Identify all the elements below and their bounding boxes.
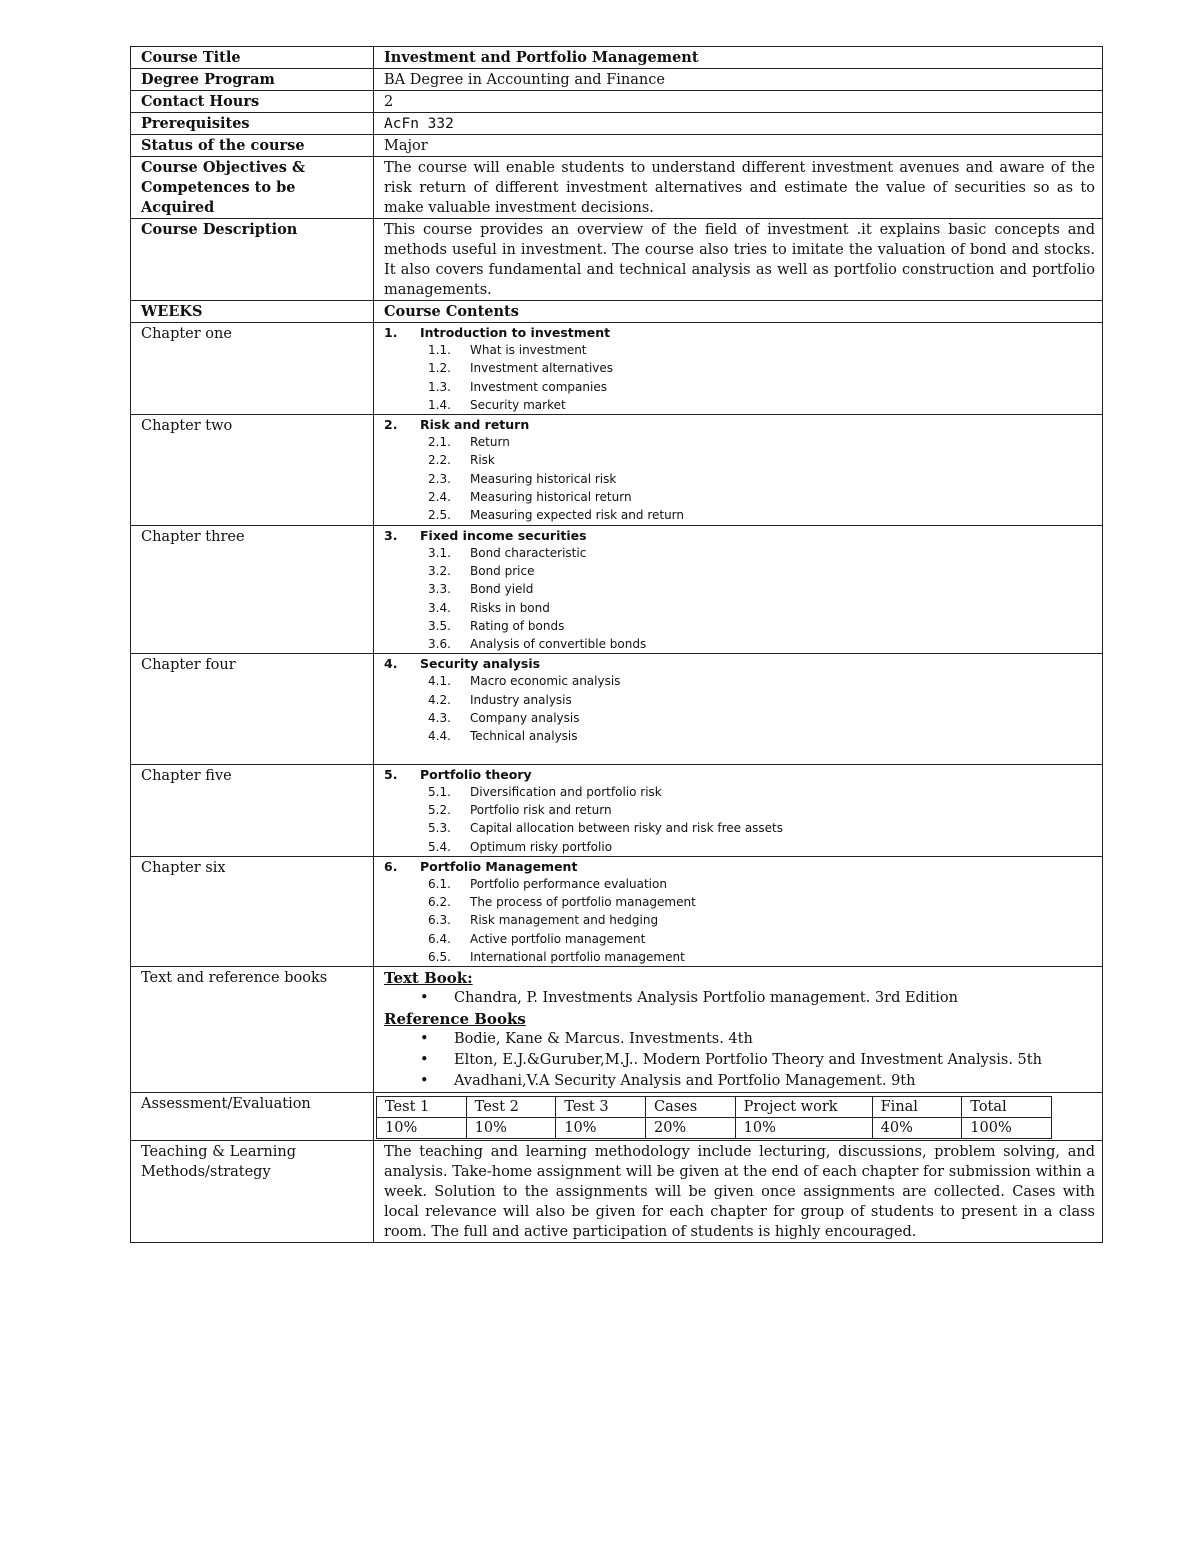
prerequisites-value: AcFn 332 xyxy=(374,113,1103,135)
row-teaching xyxy=(131,1141,1103,1243)
chapter-heading xyxy=(384,766,1095,783)
list-item xyxy=(384,893,1095,911)
item-text: What is investment xyxy=(470,343,587,357)
chapter-heading xyxy=(384,416,1095,433)
chapter-contents xyxy=(374,323,1103,415)
item-number: 4.3. xyxy=(428,711,451,726)
list-item xyxy=(384,783,1095,801)
bullet-icon: • xyxy=(420,990,429,1007)
list-item xyxy=(384,617,1095,635)
assessment-value-row xyxy=(377,1118,1052,1139)
course-outline-table xyxy=(130,46,1103,1243)
item-text: Bond yield xyxy=(470,582,534,597)
list-item xyxy=(384,562,1095,580)
item-text: Capital allocation between risky and risk free assets xyxy=(470,821,784,836)
row-objectives xyxy=(131,157,1103,219)
list-item xyxy=(384,801,1095,819)
item-number: 2.1. xyxy=(428,435,451,450)
item-text: Rating of bonds xyxy=(470,618,565,633)
item-text: Diversification and portfolio risk xyxy=(470,784,662,799)
list-item xyxy=(384,911,1095,929)
assessment-header-cell: Project work xyxy=(735,1097,872,1118)
chapter-week-label: Chapter six xyxy=(131,856,374,966)
item-number: 6.2. xyxy=(428,895,451,910)
contact-hours-label: Contact Hours xyxy=(131,91,374,113)
list-item xyxy=(384,488,1095,506)
chapter-contents xyxy=(374,764,1103,856)
text-book-heading: Text Book: xyxy=(384,969,473,988)
item-number: 3.2. xyxy=(428,563,451,578)
assessment-header-cell: Final xyxy=(872,1097,962,1118)
item-number: 5.4. xyxy=(428,839,451,854)
degree-program-label: Degree Program xyxy=(131,69,374,91)
books-label: Text and reference books xyxy=(131,967,374,1093)
item-number: 2.5. xyxy=(428,508,451,523)
chapter-title: Fixed income securities xyxy=(420,527,587,543)
item-number: 6.3. xyxy=(428,913,451,928)
contact-hours-value: 2 xyxy=(374,91,1103,113)
chapter-heading xyxy=(384,655,1095,672)
assessment-value-cell: 10% xyxy=(735,1118,872,1139)
bullet-icon: • xyxy=(420,1073,429,1090)
row-course-title xyxy=(131,47,1103,69)
chapter-title: Security analysis xyxy=(420,656,541,672)
books-contents xyxy=(374,967,1103,1093)
item-text: Risk management and hedging xyxy=(470,913,659,928)
item-number: 2.4. xyxy=(428,490,451,505)
row-contact-hours xyxy=(131,91,1103,113)
item-number: 5.2. xyxy=(428,802,451,817)
row-description xyxy=(131,219,1103,301)
list-item xyxy=(384,433,1095,451)
book-entry: Chandra, P. Investments Analysis Portfolio management. 3rd Edition xyxy=(454,990,959,1007)
item-text: The process of portfolio management xyxy=(470,895,696,910)
row-prerequisites xyxy=(131,113,1103,135)
item-text: Analysis of convertible bonds xyxy=(470,637,647,652)
item-text: Risks in bond xyxy=(470,600,550,615)
assessment-header-cell: Test 2 xyxy=(466,1097,556,1118)
assessment-header-row xyxy=(377,1097,1052,1118)
course-title-label: Course Title xyxy=(131,47,374,69)
list-item xyxy=(384,709,1095,727)
assessment-value-cell: 40% xyxy=(872,1118,962,1139)
description-value: This course provides an overview of the field of investment .it explains basic concepts and methods useful in investment. The course also tries to imitate the valuation of bond and stocks. It also covers fundamental and technical analysis as well as portfolio construction and portfolio managements. xyxy=(374,219,1103,301)
description-label: Course Description xyxy=(131,219,374,301)
item-text: Optimum risky portfolio xyxy=(470,839,613,854)
list-item xyxy=(384,672,1095,690)
item-text: Portfolio performance evaluation xyxy=(470,876,667,891)
list-item xyxy=(384,451,1095,469)
list-item xyxy=(384,599,1095,617)
item-number: 3.1. xyxy=(428,545,451,560)
item-number: 3.4. xyxy=(428,600,451,615)
chapter-number: 1. xyxy=(384,325,398,340)
item-number: 3.3. xyxy=(428,582,451,597)
item-text: Measuring expected risk and return xyxy=(470,508,685,523)
list-item xyxy=(384,988,1095,1009)
course-outline-document xyxy=(130,46,1103,1243)
item-text: Bond price xyxy=(470,563,535,578)
chapter-row xyxy=(131,654,1103,764)
chapter-row xyxy=(131,415,1103,525)
chapter-contents xyxy=(374,415,1103,525)
chapter-contents xyxy=(374,856,1103,966)
list-item xyxy=(384,359,1095,377)
reference-books-heading: Reference Books xyxy=(384,1010,526,1029)
chapter-number: 5. xyxy=(384,766,398,782)
book-entry: Avadhani,V.A Security Analysis and Portfolio Management. 9th xyxy=(454,1073,916,1090)
list-item xyxy=(384,875,1095,893)
item-text: Measuring historical return xyxy=(470,490,632,505)
item-number: 1.4. xyxy=(428,397,451,412)
item-text: Macro economic analysis xyxy=(470,674,621,689)
assessment-header-cell: Test 1 xyxy=(377,1097,467,1118)
chapter-row xyxy=(131,525,1103,654)
list-item xyxy=(384,635,1095,653)
list-item xyxy=(384,691,1095,709)
chapter-number: 4. xyxy=(384,656,398,672)
chapter-week-label: Chapter two xyxy=(131,415,374,525)
course-contents-header: Course Contents xyxy=(374,301,1103,323)
assessment-value-cell: 20% xyxy=(645,1118,735,1139)
chapter-week-label: Chapter three xyxy=(131,525,374,654)
item-text: Portfolio risk and return xyxy=(470,802,612,817)
chapter-title: Risk and return xyxy=(420,417,530,433)
list-item xyxy=(384,580,1095,598)
item-number: 2.3. xyxy=(428,471,451,486)
item-text: Technical analysis xyxy=(470,729,578,744)
chapter-heading xyxy=(384,527,1095,544)
item-text: Risk xyxy=(470,453,495,468)
chapter-number: 2. xyxy=(384,417,398,433)
list-item xyxy=(384,930,1095,948)
item-number: 6.5. xyxy=(428,950,451,965)
list-item xyxy=(384,727,1095,745)
item-number: 4.1. xyxy=(428,674,451,689)
assessment-header-cell: Test 3 xyxy=(556,1097,646,1118)
list-item xyxy=(384,1050,1095,1071)
assessment-value-cell: 100% xyxy=(962,1118,1052,1139)
bullet-icon: • xyxy=(420,1031,429,1048)
item-text: Return xyxy=(470,435,510,450)
chapter-week-label: Chapter five xyxy=(131,764,374,856)
assessment-contents xyxy=(374,1093,1103,1141)
item-number: 4.2. xyxy=(428,692,451,707)
chapter-week-label: Chapter four xyxy=(131,654,374,764)
list-item xyxy=(384,544,1095,562)
chapter-title: Portfolio theory xyxy=(420,766,532,782)
course-title-value: Investment and Portfolio Management xyxy=(374,47,1103,69)
list-item xyxy=(384,470,1095,488)
list-item xyxy=(384,948,1095,966)
objectives-value: The course will enable students to understand different investment avenues and aware of the risk return of different investment alternatives and estimate the value of securities so as to make valuable investment decisions. xyxy=(374,157,1103,219)
item-number: 4.4. xyxy=(428,729,451,744)
teaching-value: The teaching and learning methodology include lecturing, discussions, problem solving, and analysis. Take-home assignment will be given at the end of each chapter for submission within a week. Solution to the assignments will be given once assignments are collected. Cases with local relevance will also be given for each chapter for group of students to present in a class room. The full and active participation of students is highly encouraged. xyxy=(374,1141,1103,1243)
chapter-heading xyxy=(384,324,1095,341)
assessment-header-cell: Total xyxy=(962,1097,1052,1118)
list-item xyxy=(384,819,1095,837)
item-text: Bond characteristic xyxy=(470,545,587,560)
status-value: Major xyxy=(374,135,1103,157)
list-item xyxy=(384,396,1095,414)
chapter-row xyxy=(131,856,1103,966)
item-text: Security market xyxy=(470,397,566,412)
row-books xyxy=(131,967,1103,1093)
bullet-icon: • xyxy=(420,1052,429,1069)
item-number: 1.1. xyxy=(428,343,451,357)
item-text: International portfolio management xyxy=(470,950,685,965)
list-item xyxy=(384,1029,1095,1050)
item-number: 1.3. xyxy=(428,379,451,394)
list-item xyxy=(384,838,1095,856)
assessment-table xyxy=(376,1096,1052,1139)
item-text: Investment companies xyxy=(470,379,607,394)
chapter-number: 6. xyxy=(384,858,398,874)
chapter-week-label: Chapter one xyxy=(131,323,374,415)
weeks-header: WEEKS xyxy=(131,301,374,323)
item-number: 1.2. xyxy=(428,361,451,376)
item-number: 6.1. xyxy=(428,876,451,891)
chapter-number: 3. xyxy=(384,527,398,543)
row-assessment xyxy=(131,1093,1103,1141)
list-item xyxy=(384,341,1095,359)
item-number: 5.1. xyxy=(428,784,451,799)
chapter-row xyxy=(131,764,1103,856)
list-item xyxy=(384,378,1095,396)
item-text: Industry analysis xyxy=(470,692,572,707)
item-number: 2.2. xyxy=(428,453,451,468)
item-number: 5.3. xyxy=(428,821,451,836)
status-label: Status of the course xyxy=(131,135,374,157)
item-text: Company analysis xyxy=(470,711,580,726)
assessment-header-cell: Cases xyxy=(645,1097,735,1118)
row-degree-program xyxy=(131,69,1103,91)
item-text: Investment alternatives xyxy=(470,361,614,376)
assessment-label: Assessment/Evaluation xyxy=(131,1093,374,1141)
teaching-label: Teaching & Learning Methods/strategy xyxy=(131,1141,374,1243)
item-text: Active portfolio management xyxy=(470,931,646,946)
item-text: Measuring historical risk xyxy=(470,471,617,486)
item-number: 6.4. xyxy=(428,931,451,946)
item-number: 3.6. xyxy=(428,637,451,652)
assessment-value-cell: 10% xyxy=(466,1118,556,1139)
chapter-title: Introduction to investment xyxy=(420,325,611,340)
item-number: 3.5. xyxy=(428,618,451,633)
book-entry: Bodie, Kane & Marcus. Investments. 4th xyxy=(454,1031,753,1048)
book-entry: Elton, E.J.&Guruber,M.J.. Modern Portfolio Theory and Investment Analysis. 5th xyxy=(454,1052,1042,1069)
chapter-heading xyxy=(384,858,1095,875)
row-contents-header xyxy=(131,301,1103,323)
assessment-value-cell: 10% xyxy=(556,1118,646,1139)
chapter-contents xyxy=(374,654,1103,764)
assessment-value-cell: 10% xyxy=(377,1118,467,1139)
chapter-contents xyxy=(374,525,1103,654)
chapter-row xyxy=(131,323,1103,415)
list-item xyxy=(384,506,1095,524)
row-status xyxy=(131,135,1103,157)
objectives-label: Course Objectives & Competences to be Acquired xyxy=(131,157,374,219)
degree-program-value: BA Degree in Accounting and Finance xyxy=(374,69,1103,91)
prerequisites-label: Prerequisites xyxy=(131,113,374,135)
chapter-title: Portfolio Management xyxy=(420,858,578,874)
list-item xyxy=(384,1071,1095,1092)
